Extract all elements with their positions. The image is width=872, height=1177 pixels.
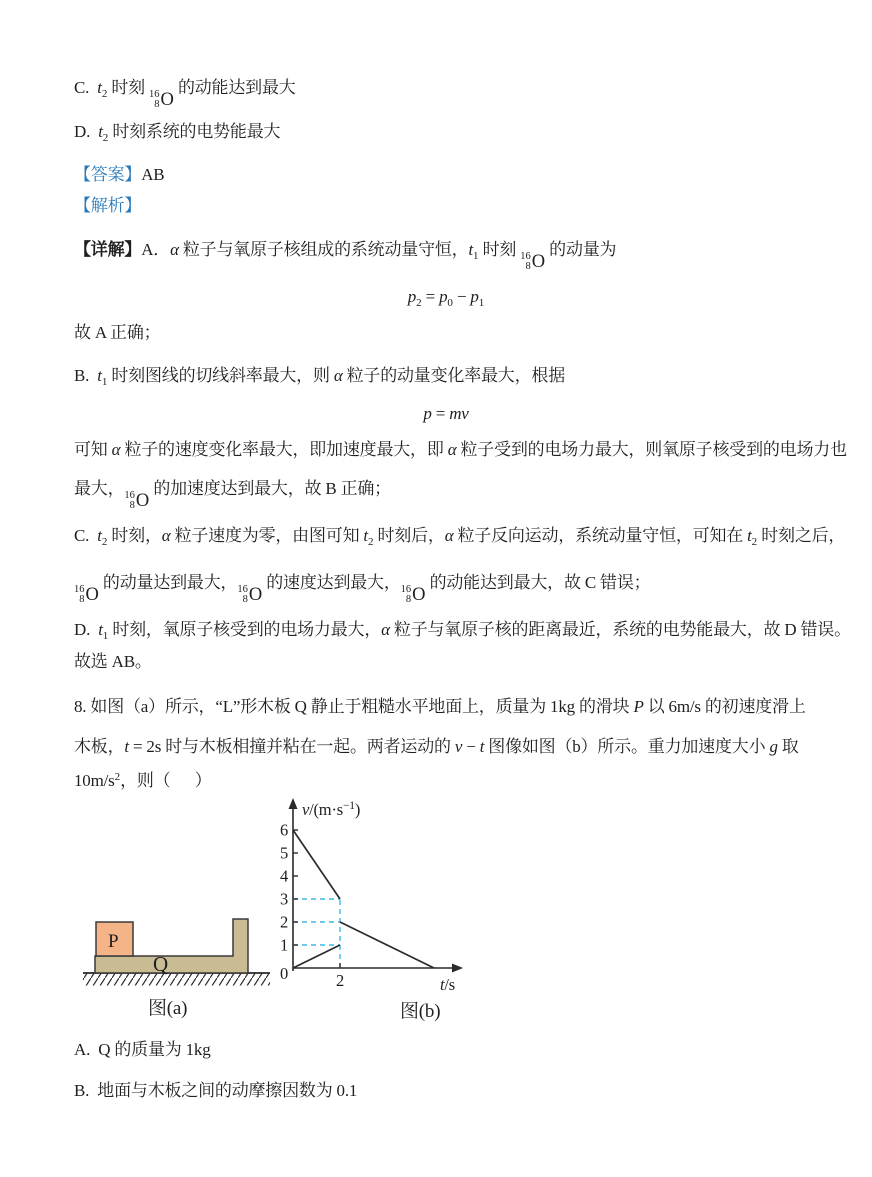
- detail-d-line: D. $t_1$ 时刻，氧原子核受到的电场力最大，α 粒子与氧原子核的距离最近，系统的电势能最大，故 D 错误。: [74, 620, 851, 642]
- detail-c-cont: 16 8 O 的动量达到最大， 16 8 O 的速度达到最大， 16 8 O 的动能达到最大，故 C 错误；: [74, 573, 651, 605]
- option-b-line: B. 地面与木板之间的动摩擦因数为 0.1: [74, 1081, 358, 1100]
- nuclide-symbol: 16 8 O: [520, 251, 546, 272]
- figure-b-plot: [280, 821, 434, 991]
- nuclide-symbol: 16 8 O: [74, 584, 99, 605]
- detail-c-line: C. $t_2$ 时刻，α 粒子速度为零，由图可知 $t_2$ 时刻后，α 粒子反向运动，系统动量守恒，可知在 $t_2$ 时刻之后，: [74, 526, 846, 548]
- figure-a-caption: 图(a): [148, 998, 188, 1019]
- x-tick-label: 2: [335, 971, 345, 990]
- conclusion-a-line: 故 A 正确；: [74, 323, 161, 342]
- nuclide-symbol: 16 8 O: [237, 584, 263, 605]
- y-tick-label: 3: [279, 889, 288, 909]
- equation-p-mv: p = mv: [423, 404, 469, 423]
- option-d-line: D. $t_2$ 时刻系统的电势能最大: [74, 122, 281, 144]
- y-tick-label: 1: [279, 935, 288, 955]
- y-tick-label: 5: [279, 843, 288, 863]
- ground-hatching: [83, 974, 270, 986]
- series-line: [293, 945, 340, 968]
- option-a-line: A. Q 的质量为 1kg: [74, 1040, 211, 1059]
- figure-b: [270, 795, 472, 1027]
- nuclide-symbol: 16 8 O: [400, 584, 426, 605]
- block-p-label: P: [108, 931, 119, 952]
- option-c-line: C. $t_2$ 时刻 16 8 O 的动能达到最大: [74, 78, 296, 110]
- answer-line: 【答案】AB: [74, 165, 165, 184]
- question-8-line-2: 木板，t = 2s 时与木板相撞并粘在一起。两者运动的 v − t 图像如图（b）所示。重力加速度大小 g 取: [74, 737, 799, 756]
- equation-momentum: $p_2 = p_0 - p_1$: [407, 287, 485, 309]
- analysis-line: 【解析】: [74, 196, 142, 215]
- x-axis-arrow-icon: [452, 964, 463, 973]
- detail-b-cont-2: 最大， 16 8 O 的加速度达到最大，故 B 正确；: [74, 479, 391, 511]
- question-8-line-3: $10m/s^2$，则（ ）: [74, 771, 212, 790]
- board-q-label: Q: [153, 952, 168, 976]
- series-line: [293, 830, 340, 899]
- x-axis-label: t/s: [440, 975, 455, 994]
- y-tick-label: 4: [279, 866, 288, 886]
- y-tick-label: 6: [279, 820, 288, 840]
- question-8-line-1: 8. 如图（a）所示，“L”形木板 Q 静止于粗糙水平地面上，质量为 1kg 的滑块 P 以 6m/s 的初速度滑上: [74, 697, 806, 716]
- figure-b-caption: 图(b): [400, 1001, 441, 1022]
- y-axis-label: $v/(m\cdot s^{-1})$: [302, 800, 361, 819]
- series-line: [340, 922, 434, 968]
- y-tick-label: 2: [279, 912, 288, 932]
- nuclide-symbol: 16 8 O: [149, 89, 174, 110]
- detail-a-line: 【详解】A．α 粒子与氧原子核组成的系统动量守恒，$t_1$ 时刻 16 8 O 的动量为: [74, 240, 617, 272]
- nuclide-symbol: 16 8 O: [124, 490, 150, 511]
- detail-b-line: B. $t_1$ 时刻图线的切线斜率最大，则 α 粒子的动量变化率最大，根据: [74, 366, 566, 388]
- y-axis-arrow-icon: [289, 798, 298, 809]
- detail-b-cont-1: 可知 α 粒子的速度变化率最大，即加速度最大，即 α 粒子受到的电场力最大，则氧原子核受到的电场力也: [74, 440, 847, 459]
- figure-a: [70, 890, 280, 1025]
- origin-label: 0: [280, 964, 289, 983]
- final-answer-line: 故选 AB。: [74, 652, 152, 671]
